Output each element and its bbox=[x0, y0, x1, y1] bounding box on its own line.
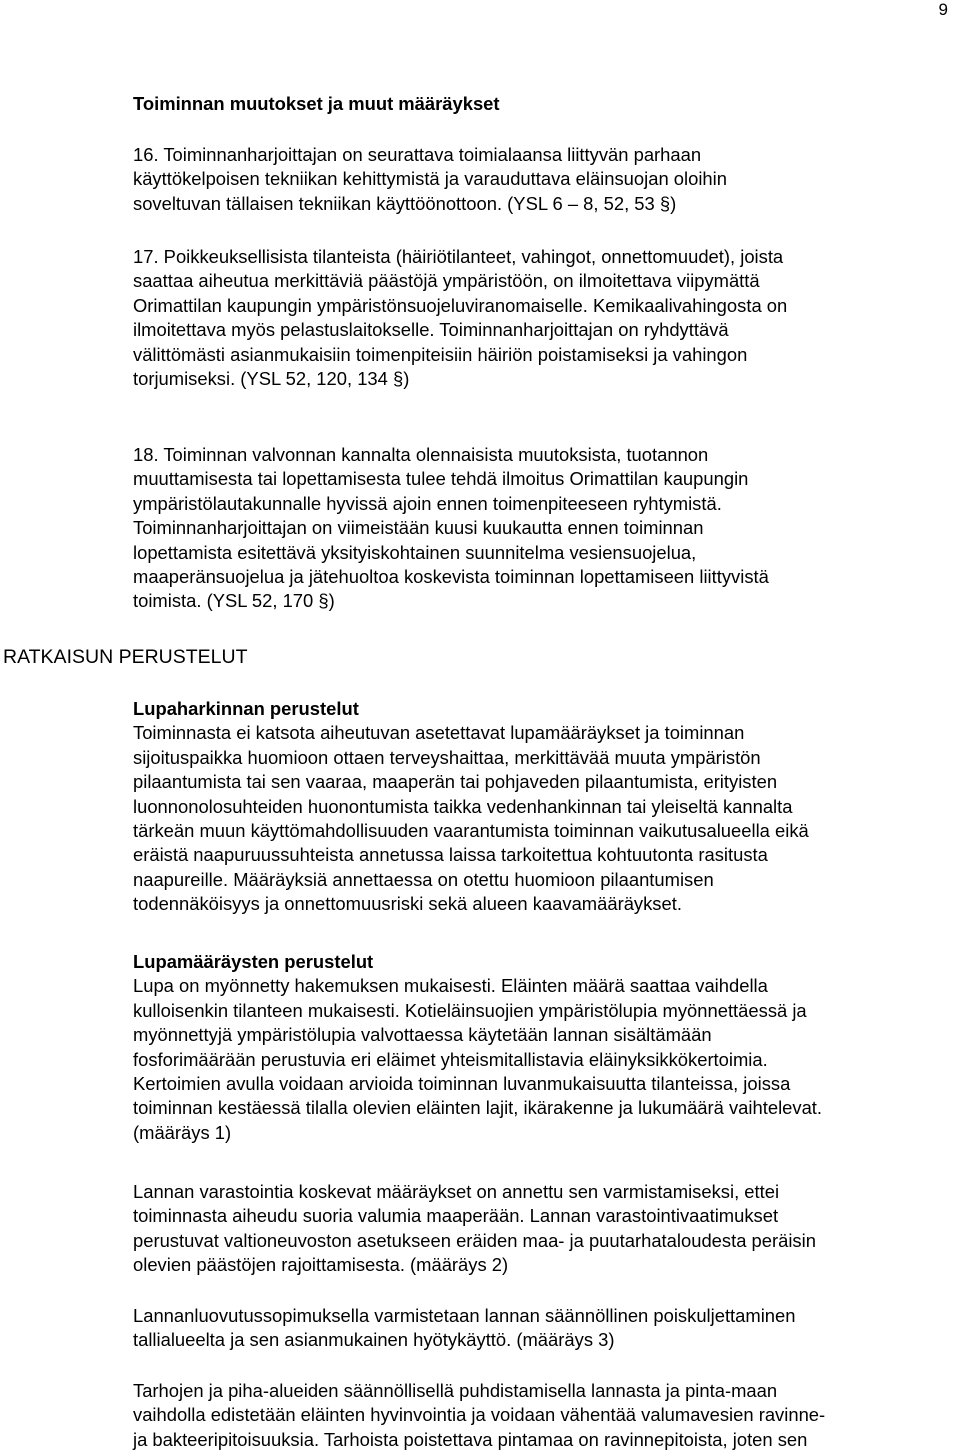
lupamaaraykset-line: Lupa on myönnetty hakemuksen mukaisesti. Eläinten määrä saattaa vaihdella bbox=[133, 975, 768, 997]
lupamaaraykset-line: (määräys 1) bbox=[133, 1121, 232, 1143]
lupamaaraykset-line: Kertoimien avulla voidaan arvioida toiminnan luvanmukaisuutta tilanteissa, joissa bbox=[133, 1073, 791, 1095]
item-18-line: muuttamisesta tai lopettamisesta tulee tehdä ilmoitus Orimattilan kaupungin bbox=[133, 468, 749, 490]
item-18-line: ympäristölautakunnalle hyvissä ajoin ennen toimenpiteeseen ryhtymistä. bbox=[133, 492, 722, 514]
item-18-line: lopettamista esitettävä yksityiskohtainen suunnitelma vesiensuojelua, bbox=[133, 541, 697, 563]
item-17-line: torjumiseksi. (YSL 52, 120, 134 §) bbox=[133, 368, 410, 390]
page-number: 9 bbox=[938, 0, 948, 19]
lupamaaraykset-line: kulloisenkin tilanteen mukaisesti. Kotieläinsuojien ympäristölupia myönnettäessä ja bbox=[133, 999, 807, 1021]
item-18-line: toimista. (YSL 52, 170 §) bbox=[133, 590, 335, 612]
lannanluovutus-paragraph bbox=[133, 1304, 796, 1353]
paragraph-line: Lannan varastointia koskevat määräykset on annettu sen varmistamiseksi, ettei bbox=[133, 1181, 780, 1202]
item-18-line: maaperänsuojelua ja jätehuoltoa koskevista toiminnan lopettamiseen liittyvistä bbox=[133, 566, 769, 588]
lupamaaraykset-line: toiminnan kestäessä tilalla olevien eläinten lajit, ikärakenne ja lukumäärä vaihtelevat. bbox=[133, 1097, 823, 1119]
lupamaaraykset-section bbox=[133, 950, 822, 1145]
tarhat-paragraph bbox=[133, 1379, 825, 1452]
lupaharkinta-line: pilaantumista tai sen vaaraa, maaperän tai pohjaveden pilaantumista, erityisten bbox=[133, 771, 778, 793]
paragraph-line: toiminnasta aiheudu suoria valumia maaperään. Lannan varastointivaatimukset bbox=[133, 1205, 779, 1227]
paragraph-line: perustuvat valtioneuvoston asetukseen eräiden maa- ja puutarhataloudesta peräisin bbox=[133, 1229, 816, 1251]
lupaharkinta-line: sijoituspaikka huomioon ottaen terveyshaittaa, merkittävää muuta ympäristön bbox=[133, 746, 761, 768]
item-16-line: 16. Toiminnanharjoittajan on seurattava toimialaansa liittyvän parhaan bbox=[133, 144, 702, 165]
lupamaaraykset-title: Lupamääräysten perustelut bbox=[133, 951, 374, 972]
lupamaaraykset-line: myönnettyjä ympäristölupia valvottaessa käytetään lannan sisältämään bbox=[133, 1024, 712, 1046]
lupaharkinta-line: Toiminnasta ei katsota aiheutuvan asetettavat lupamääräykset ja toiminnan bbox=[133, 722, 745, 744]
paragraph-line: ja bakteeripitoisuuksia. Tarhoista poistettava pintamaa on ravinnepitoista, joten sen bbox=[133, 1428, 808, 1450]
lupaharkinta-title: Lupaharkinnan perustelut bbox=[133, 698, 359, 719]
item-17-line: 17. Poikkeuksellisista tilanteista (häiriötilanteet, vahingot, onnettomuudet), joista bbox=[133, 246, 784, 267]
lupamaaraykset-line: fosforimäärään perustuvia eri eläimet yhteismitallistavia eläinyksikkökertoimia. bbox=[133, 1048, 768, 1070]
lupaharkinta-line: tärkeän muun käyttömahdollisuuden vaarantumista toiminnan vaikutusalueella eikä bbox=[133, 820, 809, 842]
lupaharkinta-line: todennäköisyys ja onnettomuusriski sekä alueen kaavamääräykset. bbox=[133, 893, 682, 915]
lupaharkinta-line: naapureille. Määräyksiä annettaessa on otettu huomioon pilaantumisen bbox=[133, 868, 714, 890]
lupaharkinta-section bbox=[133, 697, 809, 917]
item-17-line: välittömästi asianmukaisiin toimenpiteisiin häiriön poistamiseksi ja vahingon bbox=[133, 343, 748, 365]
item-18 bbox=[133, 443, 769, 614]
item-17 bbox=[133, 245, 787, 391]
paragraph-line: Lannanluovutussopimuksella varmistetaan lannan säännöllinen poiskuljettaminen bbox=[133, 1305, 796, 1326]
paragraph-line: vaihdolla edistetään eläinten hyvinvointia ja voidaan vähentää valumavesien ravinne- bbox=[133, 1404, 826, 1426]
item-16 bbox=[133, 143, 727, 216]
item-17-line: ilmoitettava myös pelastuslaitokselle. Toiminnanharjoittajan on ryhdyttävä bbox=[133, 319, 729, 341]
lupaharkinta-line: eräistä naapuruussuhteista annetussa laissa tarkoitettua kohtuutonta rasitusta bbox=[133, 844, 768, 866]
lupaharkinta-line: luonnonolosuhteiden huonontumista taikka vedenhankinnan tai yleiseltä kannalta bbox=[133, 795, 793, 817]
section-title: Toiminnan muutokset ja muut määräykset bbox=[133, 93, 500, 114]
item-16-line: soveltuvan tällaisen tekniikan käyttöönottoon. (YSL 6 – 8, 52, 53 §) bbox=[133, 192, 677, 214]
item-17-line: saattaa aiheutua merkittäviä päästöjä ympäristöön, on ilmoitettava viipymättä bbox=[133, 270, 760, 292]
paragraph-line: tallialueelta ja sen asianmukainen hyötykäyttö. (määräys 3) bbox=[133, 1329, 615, 1351]
paragraph-line: olevien päästöjen rajoittamisesta. (määräys 2) bbox=[133, 1254, 509, 1276]
item-18-line: 18. Toiminnan valvonnan kannalta olennaisista muutoksista, tuotannon bbox=[133, 444, 709, 465]
item-18-line: Toiminnanharjoittajan on viimeistään kuusi kuukautta ennen toiminnan bbox=[133, 517, 704, 539]
item-17-line: Orimattilan kaupungin ympäristönsuojeluviranomaiselle. Kemikaalivahingosta on bbox=[133, 294, 788, 316]
ratkaisun-perustelut-heading: RATKAISUN PERUSTELUT bbox=[3, 646, 248, 668]
paragraph-line: Tarhojen ja piha-alueiden säännöllisellä puhdistamisella lannasta ja pinta-maan bbox=[133, 1380, 778, 1401]
item-16-line: käyttökelpoisen tekniikan kehittymistä ja varauduttava eläinsuojan oloihin bbox=[133, 168, 727, 190]
lannan-varastointi-paragraph bbox=[133, 1180, 816, 1278]
